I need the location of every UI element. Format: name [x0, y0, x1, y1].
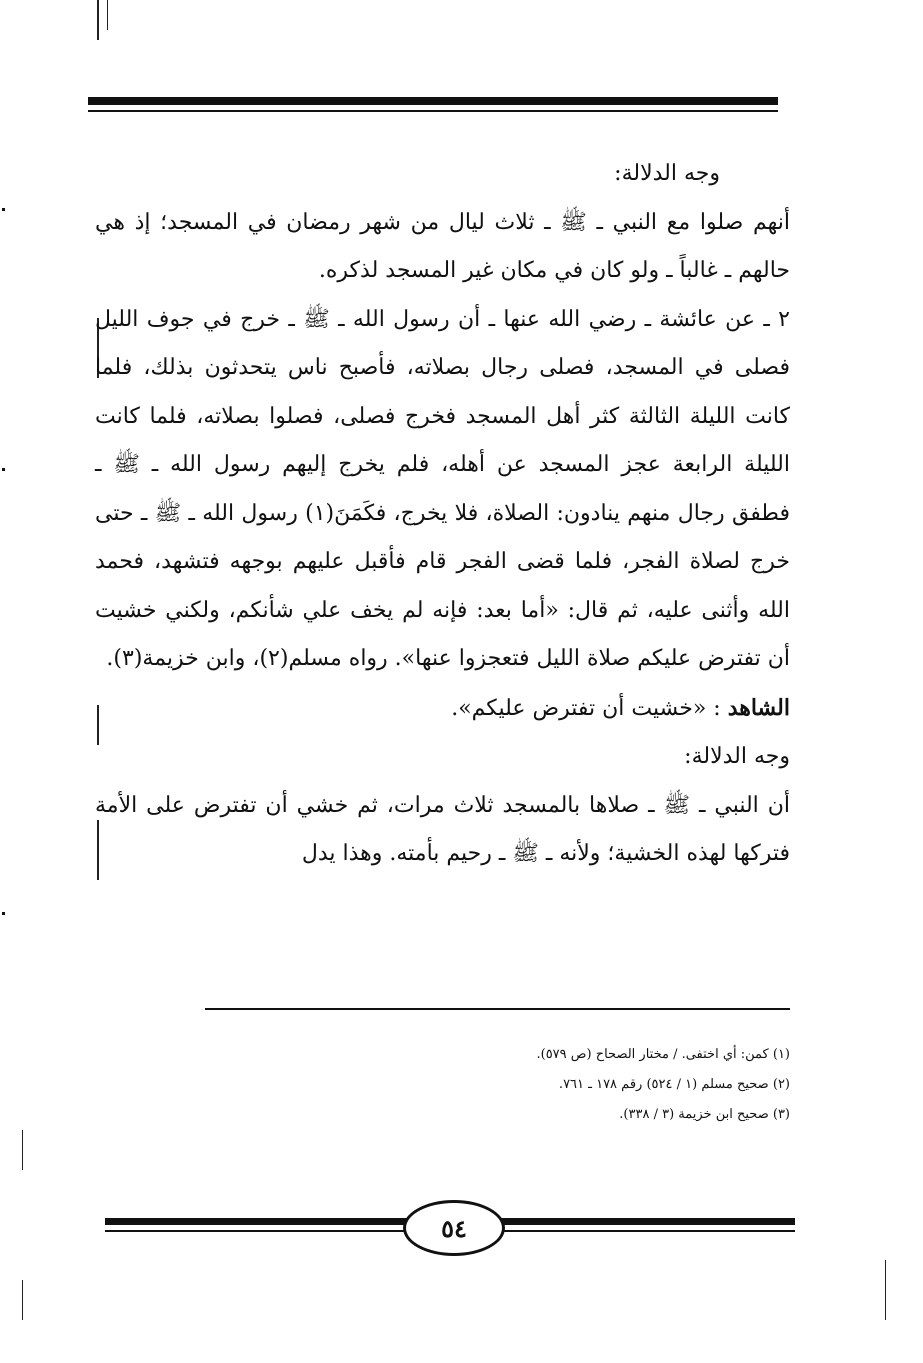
main-text [95, 150, 790, 879]
paragraph-hadith: ٢ ـ عن عائشة ـ رضي الله عنها ـ أن رسول الله ـ ﷺ ـ خرج في جوف الليل فصلى في المسجد، فصلى رجال بصلاته، فأصبح ناس يتحدثون بذلك، فلما كانت الليلة الثالثة كثر أهل المسجد فخرج فصلى، فصلوا بصلاته، فلما كانت الليلة الرابعة عجز المسجد عن أهله، فلم يخرج إليهم رسول الله ـ ﷺ ـ فطفق رجال منهم ينادون: الصلاة، فلا يخرج، فكَمَنَ(١) رسول الله ـ ﷺ ـ حتى خرج لصلاة الفجر، فلما قضى الفجر قام فأقبل عليهم بوجهه فتشهد، فحمد الله وأثنى عليه، ثم قال: «أما بعد: فإنه لم يخف علي شأنكم، ولكني خشيت أن تفترض عليكم صلاة الليل فتعجزوا عنها». رواه مسلم(٢)، وابن خزيمة(٣). [95, 306, 790, 671]
scan-edge-line [22, 1280, 23, 1320]
shahid-line [95, 684, 790, 734]
scan-edge-line [107, 0, 108, 30]
scan-speck [2, 912, 5, 915]
section-heading: وجه الدلالة: [614, 161, 720, 186]
scan-speck [2, 208, 5, 211]
paragraph: أن النبي ـ ﷺ ـ صلاها بالمسجد ثلاث مرات، ثم خشي أن تفترض على الأمة فتركها لهذه الخشية؛ ولأنه ـ ﷺ ـ رحيم بأمته. وهذا يدل [95, 792, 790, 866]
scan-edge-line [885, 1260, 886, 1320]
footnote: (١) كمن: أي اختفى. / مختار الصحاح (ص ٥٧٩). [536, 1047, 790, 1062]
footnote: (٢) صحيح مسلم (١ / ٥٢٤) رقم ١٧٨ ـ ٧٦١. [558, 1077, 790, 1092]
scan-speck [2, 468, 5, 471]
page-number: ٥٤ [403, 1200, 505, 1256]
footnote-rule [205, 1008, 790, 1010]
footnote: (٣) صحيح ابن خزيمة (٣ / ٣٣٨). [619, 1107, 790, 1122]
shahid-text: : «خشيت أن تفترض عليكم». [451, 695, 721, 721]
scan-edge-line [22, 1130, 23, 1170]
header-rule [88, 97, 778, 105]
header-rule-thin [88, 110, 778, 112]
scan-edge-line [97, 0, 99, 40]
paragraph: أنهم صلوا مع النبي ـ ﷺ ـ ثلاث ليال من شهر رمضان في المسجد؛ إذ هي حالهم ـ غالباً ـ ولو كان في مكان غير المسجد لذكره. [95, 209, 790, 283]
footnotes [300, 1040, 790, 1130]
shahid-label: الشاهد [727, 694, 790, 721]
section-heading: وجه الدلالة: [684, 744, 790, 769]
